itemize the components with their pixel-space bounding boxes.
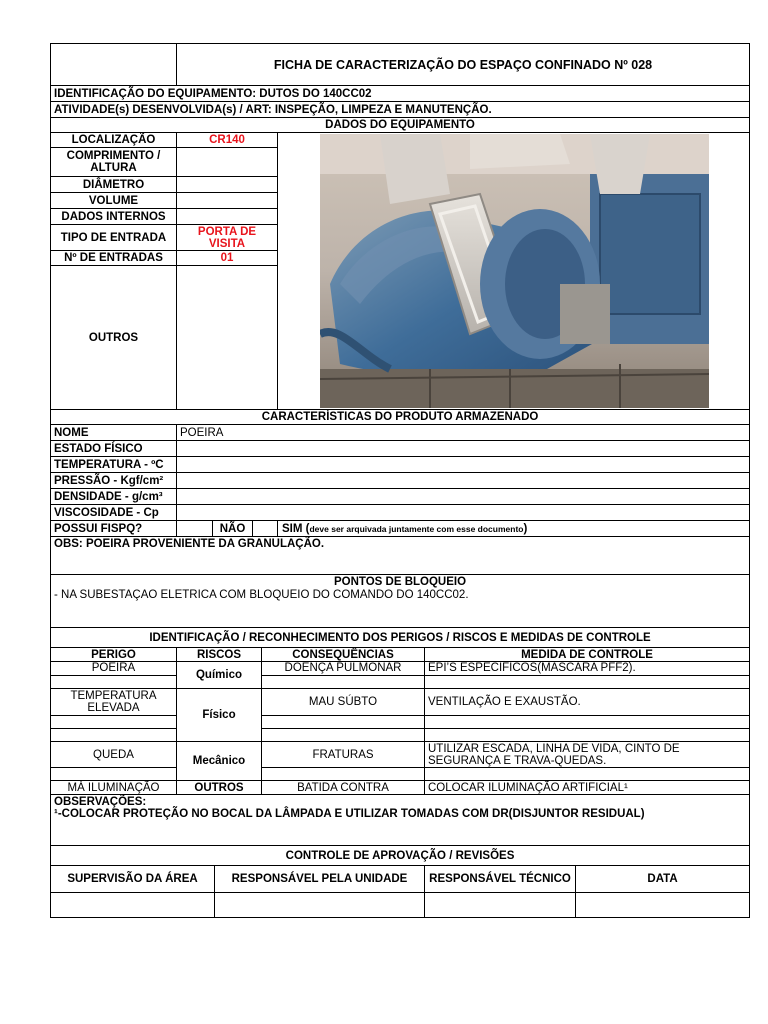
form-title: FICHA DE CARACTERIZAÇÃO DO ESPAÇO CONFINADO Nº 028 [177,44,750,86]
equip-value-diametro [177,177,278,193]
hazards-header-consequencias: CONSEQUÊNCIAS [262,648,425,662]
hazard-risco-mecanico: Mecânico [177,742,262,781]
hazard-perigo-iluminacao: MÁ ILUMINAÇÃO [51,781,177,795]
approval-field-responsavel-tecnico[interactable] [425,893,576,918]
fispq-sim-checkbox[interactable] [253,521,278,537]
fispq-sim-close: ) [523,522,528,535]
approval-field-supervisao[interactable] [51,893,215,918]
equip-label-outros: OUTROS [51,266,177,410]
approval-field-responsavel-unidade[interactable] [215,893,425,918]
equip-label-volume: VOLUME [51,193,177,209]
approval-header-responsavel-tecnico: RESPONSÁVEL TÉCNICO [425,866,576,893]
hazard-risco-outros: OUTROS [177,781,262,795]
hazard-medida-blank-3 [425,729,750,742]
equipment-photo [320,134,709,408]
equip-label-localizacao: LOCALIZAÇÃO [51,133,177,148]
fispq-nao-label: NÃO [213,521,253,537]
fispq-label: POSSUI FISPQ? [51,521,177,537]
activity-description: ATIVIDADE(s) DESENVOLVIDA(s) / ART: INSPEÇÃO, LIMPEZA E MANUTENÇÃO. [51,102,750,118]
hazard-medida-iluminacao: COLOCAR ILUMINAÇÃO ARTIFICIAL¹ [425,781,750,795]
hazard-risco-fisico: Físico [177,689,262,742]
hazard-perigo-poeira: POEIRA [51,662,177,676]
product-value-nome: POEIRA [177,425,750,441]
equip-label-diametro: DIÂMETRO [51,177,177,193]
product-section-title: CARACTERÍSTICAS DO PRODUTO ARMAZENADO [51,410,750,425]
confined-space-form [50,43,749,918]
product-label-densidade: DENSIDADE - g/cm³ [51,489,177,505]
hazard-medida-blank-2 [425,716,750,729]
equip-value-outros [177,266,278,410]
hazard-medida-temperatura: VENTILAÇÃO E EXAUSTÃO. [425,689,750,716]
hazard-consequencia-queda: FRATURAS [262,742,425,768]
equip-label-comprimento: COMPRIMENTO / ALTURA [51,148,177,177]
product-value-densidade [177,489,750,505]
hazard-consequencia-iluminacao: BATIDA CONTRA [262,781,425,795]
product-label-pressao: PRESSÃO - Kgf/cm² [51,473,177,489]
hazards-section-title: IDENTIFICAÇÃO / RECONHECIMENTO DOS PERIGOS / RISCOS E MEDIDAS DE CONTROLE [51,628,750,648]
hazards-header-perigo: PERIGO [51,648,177,662]
hazard-consequencia-blank-4 [262,768,425,781]
observations-label: OBSERVAÇÕES: [54,796,147,808]
hazard-perigo-queda: QUEDA [51,742,177,768]
hazard-consequencia-blank-3 [262,729,425,742]
logo-cell [51,44,177,86]
fispq-sim-note: deve ser arquivada juntamente com esse documento [309,523,524,534]
hazard-medida-blank-4 [425,768,750,781]
equip-value-localizacao: CR140 [177,133,278,148]
hazards-observations [51,795,750,846]
product-observation: OBS: POEIRA PROVENIENTE DA GRANULAÇÃO. [51,537,750,575]
product-value-estado [177,441,750,457]
hazards-header-medida: MEDIDA DE CONTROLE [425,648,750,662]
hazard-medida-blank-1 [425,676,750,689]
hazard-perigo-blank-1 [51,676,177,689]
hazard-perigo-blank-2 [51,716,177,729]
product-value-temperatura [177,457,750,473]
hazard-perigo-temperatura: TEMPERATURA ELEVADA [51,689,177,716]
equip-value-dados-internos [177,209,278,225]
equipment-identification: IDENTIFICAÇÃO DO EQUIPAMENTO: DUTOS DO 140CC02 [51,86,750,102]
approval-field-data[interactable] [576,893,750,918]
fispq-sim-text: SIM ( [282,522,310,535]
approval-header-supervisao: SUPERVISÃO DA ÁREA [51,866,215,893]
hazard-consequencia-blank-1 [262,676,425,689]
hazards-header-riscos: RISCOS [177,648,262,662]
fispq-nao-checkbox[interactable] [177,521,213,537]
hazard-medida-queda: UTILIZAR ESCADA, LINHA DE VIDA, CINTO DE SEGURANÇA E TRAVA-QUEDAS. [425,742,750,768]
fispq-sim-label [278,521,750,537]
product-label-estado: ESTADO FÍSICO [51,441,177,457]
blocking-points-text: - NA SUBESTAÇÃO ELÉTRICA COM BLOQUEIO DO COMANDO DO 140CC02. [51,589,750,628]
product-label-temperatura: TEMPERATURA - ºC [51,457,177,473]
equipment-section-title: DADOS DO EQUIPAMENTO [51,118,750,133]
equip-label-entradas: Nº DE ENTRADAS [51,251,177,266]
hazard-consequencia-poeira: DOENÇA PULMONAR [262,662,425,676]
equip-label-dados-internos: DADOS INTERNOS [51,209,177,225]
approval-section-title: CONTROLE DE APROVAÇÃO / REVISÕES [51,846,750,866]
equip-value-tipo-entrada: PORTA DE VISITA [177,225,278,251]
hazard-medida-poeira: EPI’S ESPECIFICOS(MASCARA PFF2). [425,662,750,676]
product-label-nome: NOME [51,425,177,441]
duct-illustration [320,134,709,408]
hazard-perigo-blank-4 [51,768,177,781]
observations-text: ¹-COLOCAR PROTEÇÃO NO BOCAL DA LÂMPADA E UTILIZAR TOMADAS COM DR(DISJUNTOR RESIDUAL) [54,808,645,820]
hazard-perigo-blank-3 [51,729,177,742]
equip-value-entradas: 01 [177,251,278,266]
approval-header-responsavel-unidade: RESPONSÁVEL PELA UNIDADE [215,866,425,893]
product-value-pressao [177,473,750,489]
blocking-section-title: PONTOS DE BLOQUEIO [51,575,750,589]
approval-header-data: DATA [576,866,750,893]
product-value-viscosidade [177,505,750,521]
hazard-consequencia-temperatura: MAU SÚBTO [262,689,425,716]
form-lower-table [50,536,750,918]
hazard-consequencia-blank-2 [262,716,425,729]
equip-value-comprimento [177,148,278,177]
hazard-risco-quimico: Químico [177,662,262,689]
equip-value-volume [177,193,278,209]
equip-label-tipo-entrada: TIPO DE ENTRADA [51,225,177,251]
product-label-viscosidade: VISCOSIDADE - Cp [51,505,177,521]
